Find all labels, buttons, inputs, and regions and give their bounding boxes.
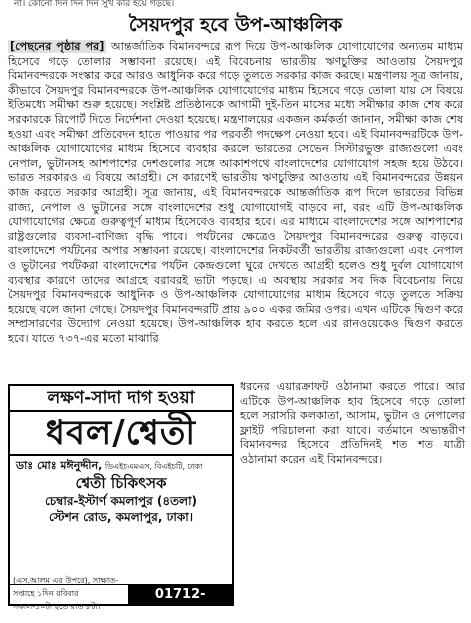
ad-doctor-name: ডাঃ মোঃ মঈনুদ্দীন, [16,459,103,472]
article-body-text: আন্তর্জাতিক বিমানবন্দরে রূপ দিয়ে উপ-আঞ্চলিক যোগাযোগের অন্যতম মাধ্যম হিসেবে গড়ে তোলার সম্ভাবনা রয়েছে। এই বিবেচনায় ভারতীয় ঋণচুক্তির আওতায় সৈয়দপুর বিমানবন্দরকে সংস্কার করে আরও আধুনিক করে গড়ে তুলতে সরকার কাজ করছে। মন্ত্রণালয় সূত্র জানায়, কীভাবে সৈয়দপুর বিমানবন্দরকে উপ-আঞ্চলিক যোগাযোগের মাধ্যম হিসেবে গড়ে তোলা যায় সে বিষয়ে ইতিমধ্যে সমীক্ষা শুরু হয়েছে। সংশ্লিষ্ট প্রতিষ্ঠানকে আগামী দুই-তিন মাসের মধ্যে সমীক্ষার কাজ শেষ করে সরকারকে রিপোর্ট দিতে নির্দেশনা দেওয়া হয়েছে। মন্ত্রণালয়ের একজন কর্মকর্তা জানান, সমীক্ষা কাজ শেষ হওয়া এবং সমীক্ষা প্রতিবেদন হাতে পাওয়ার পর পরবর্তী পদক্ষেপ নেওয়া হবে। এই বিমানবন্দরটিকে উপ-আঞ্চলিক যোগাযোগের মাধ্যম হিসেবে ব্যবহার করলে ভারতের সেভেন সিস্টারভুক্ত রাজ্যগুলো এবং নেপাল, ভুটানসহ আশপাশের দেশগুলোর সঙ্গে আকাশপথে বাংলাদেশের যোগাযোগ সহজ হয়ে উঠবে। ভারত সরকারও এ বিষয়ে আগ্রহী। সে কারণেই ভারতীয় ঋণচুক্তির আওতায় এই বিমানবন্দরের উন্নয়ন কাজ করতে সরকার আগ্রহী। সূত্র জানায়, এই বিমানবন্দরকে আন্তর্জাতিক রূপ দিলে ভারতের বিভিন্ন রাজ্য, নেপাল ও ভুটানের সঙ্গে বাংলাদেশের শুধু যোগাযোগই বাড়বে না, বরং এটি উপ-আঞ্চলিক যোগাযোগের ক্ষেত্রে গুরুত্বপূর্ণ মাধ্যম হিসেবেও ব্যবহার হবে। এর মাধ্যমে বাংলাদেশের সঙ্গে আশপাশের রাষ্ট্রগুলোর ব্যবসা-বাণিজ্য বৃদ্ধি পাবে। পর্যটনের ক্ষেত্রেও সৈয়দপুর বিমানবন্দরের গুরুত্ব বাড়বে। বাংলাদেশে পর্যটনের অপার সম্ভাবনা রয়েছে। বাংলাদেশের নিকটবর্তী ভারতীয় রাজ্যগুলো এবং নেপাল ও ভুটানের পর্যটকরা বাংলাদেশের পর্যটন কেন্দ্রগুলো ঘুরে দেখতে আগ্রহী হলেও শুধু দুর্বল যোগাযোগ ব্যবস্থার কারণে তাদের আগ্রহে বরাবরই ভাটা পড়ছে। এ অবস্থায় সরকার সব দিক বিবেচনায় নিয়ে সৈয়দপুর বিমানবন্দরকে আধুনিক ও উপ-আঞ্চলিক যোগাযোগের মাধ্যম হিসেবে গড়ে তুলতে সক্রিয় হয়েছে বলে জানা গেছে। সৈয়দপুর বিমানবন্দরটি প্রায় ৯০০ একর জমির ওপর। এখন এটিকে দ্বিগুণ করে সম্প্রসারণের উদ্যোগ নেওয়া হয়েছে। উপ-আঞ্চলিক হাব করতে হলে এর রানওয়েকেও দ্বিগুণ করতে হবে। যাতে ৭৩৭-এর মতো মাঝারি [8,40,463,345]
ad-doctor-line [10,456,232,474]
article-continuation: ধরনের এয়ারক্রাফট ওঠানামা করতে পারে। আর এটিকে উপ-আঞ্চলিক হাব হিসেবে গড়ে তোলা হলে সরাসরি কলকাতা, আসাম, ভুটান ও নেপালের ফ্লাইট পরিচালনা করা যাবে। বর্তমানে অভ্যন্তরীণ বিমানবন্দর হিসেবে প্রতিদিনই শত শত যাত্রী ওঠানামা করেন এই বিমানবন্দরে। [240,380,465,466]
doctor-advertisement [8,384,234,621]
ad-phone-number: 01712-101667 [128,585,232,604]
ad-big-title: ধবল/শ্বেতী [10,410,232,456]
ad-address-line2: স্টেশন রোড, কমলাপুর, ঢাকা। [48,510,194,524]
ad-time: সকাল-১০টা হতে রাত ৮টা। [13,602,101,611]
ad-clinic-name: শ্বেতী চিকিৎসক [75,474,167,492]
ad-address-line1: চেম্বার-ইস্টার্ণ কমলাপুর (৪তলা) [44,494,198,508]
article-headline: সৈয়দপুর হবে উপ-আঞ্চলিক [128,14,343,36]
ad-top-line: লক্ষণ-সাদা দাগ হওয়া [47,388,195,408]
ad-doctor-credentials: ডিএইচএমএস, বিএইচটি, ঢাকা [102,462,203,471]
lower-section [0,380,471,621]
article-body [8,40,463,380]
ad-footer-text [10,575,128,614]
ad-note: (এস.আলম এর উপরে), সাক্ষাত-সপ্তাহে ১দিন রবিবার [13,576,119,598]
continued-marker: [পেছনের পৃষ্ঠার পর] [10,40,105,53]
top-fragment-text: না। কোনো দিন দিন দিন সুখ করি হয়ে গড়ছে। [14,0,175,9]
ad-footer [10,576,232,621]
